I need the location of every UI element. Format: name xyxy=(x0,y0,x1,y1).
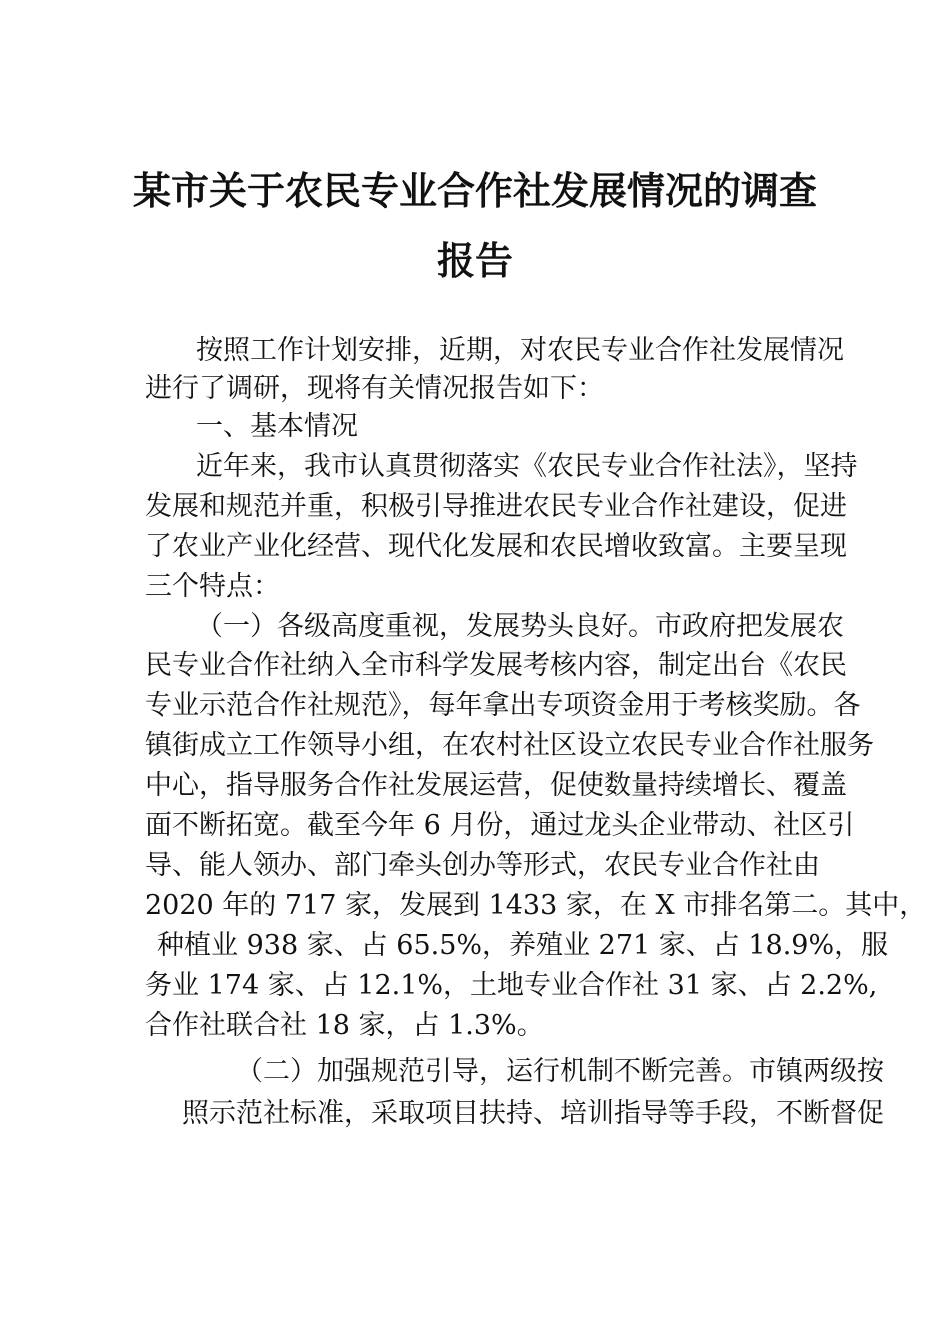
paragraph-point-one-line-4: 镇街成立工作领导小组，在农村社区设立农民专业合作社服务 xyxy=(145,730,874,761)
paragraph-point-one-line-10: 务业 174 家、占 12.1%，土地专业合作社 31 家、占 2.2%, xyxy=(145,970,878,1001)
paragraph-overview-line-3: 了农业产业化经营、现代化发展和农民增收致富。主要呈现 xyxy=(145,531,847,562)
paragraph-point-one-line-1: （一）各级高度重视，发展势头良好。市政府把发展农 xyxy=(196,611,844,642)
paragraph-point-one-line-7: 导、能人领办、部门牵头创办等形式，农民专业合作社由 xyxy=(145,850,820,881)
paragraph-point-two-line-1: （二）加强规范引导，运行机制不断完善。市镇两级按 xyxy=(236,1056,884,1087)
paragraph-point-one-line-3: 专业示范合作社规范》，每年拿出专项资金用于考核奖励。各 xyxy=(145,690,861,721)
paragraph-point-one-line-6: 面不断拓宽。截至今年 6 月份，通过龙头企业带动、社区引 xyxy=(145,810,855,841)
paragraph-overview-line-4: 三个特点： xyxy=(145,571,280,602)
paragraph-intro-line-1: 按照工作计划安排，近期，对农民专业合作社发展情况 xyxy=(196,335,844,366)
paragraph-point-one-line-9: 种植业 938 家、占 65.5%，养殖业 271 家、占 18.9%，服 xyxy=(157,930,889,961)
paragraph-overview-line-1: 近年来，我市认真贯彻落实《农民专业合作社法》，坚持 xyxy=(196,451,858,482)
document-title-line-1: 某市关于农民专业合作社发展情况的调查 xyxy=(132,168,817,213)
paragraph-point-one-line-5: 中心，指导服务合作社发展运营，促使数量持续增长、覆盖 xyxy=(145,770,847,801)
paragraph-point-one-line-8: 2020 年的 717 家，发展到 1433 家，在 X 市排名第二。其中， xyxy=(145,890,927,921)
paragraph-intro-line-2: 进行了调研，现将有关情况报告如下： xyxy=(145,373,604,404)
paragraph-overview-line-2: 发展和规范并重，积极引导推进农民专业合作社建设，促进 xyxy=(145,491,847,522)
paragraph-point-one-line-2: 民专业合作社纳入全市科学发展考核内容，制定出台《农民 xyxy=(145,650,847,681)
document-title-line-2: 报告 xyxy=(436,238,513,283)
paragraph-point-two-line-2: 照示范社标准，采取项目扶持、培训指导等手段，不断督促 xyxy=(182,1098,884,1129)
paragraph-point-one-line-11: 合作社联合社 18 家，占 1.3%。 xyxy=(145,1010,544,1041)
section-heading-basic: 一、基本情况 xyxy=(196,411,358,442)
